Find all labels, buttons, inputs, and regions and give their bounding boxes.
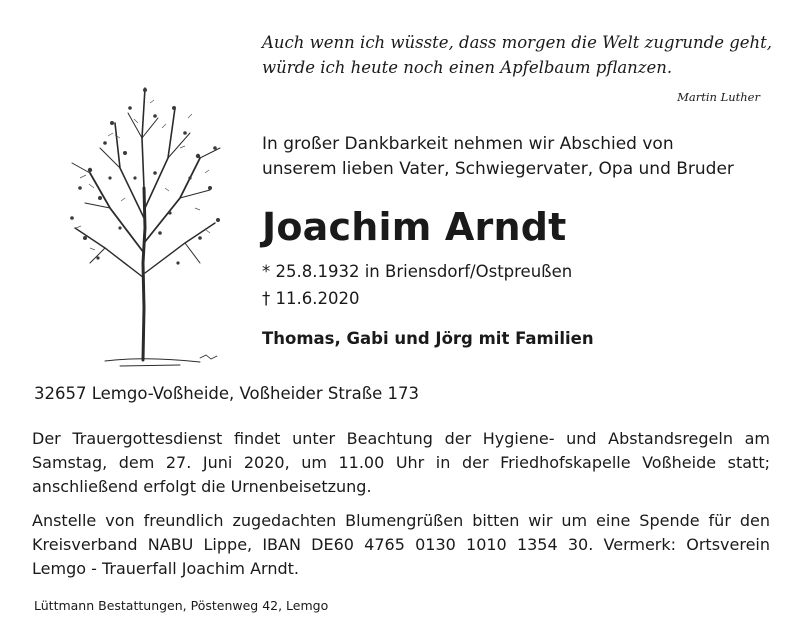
death-date: † 11.6.2020 [262, 289, 360, 308]
intro-line-1: In großer Dankbarkeit nehmen wir Abschied von [262, 134, 674, 154]
mourners: Thomas, Gabi und Jörg mit Familien [262, 329, 594, 348]
intro-line-2: unserem lieben Vater, Schwiegervater, Opa und Bruder [262, 159, 734, 179]
donation-paragraph: Anstelle von freundlich zugedachten Blumengrüßen bitten wir um eine Spende für den Kreisverband NABU Lippe, IBAN DE60 4765 0130 1010 1354 30. Vermerk: Ortsverein Lemgo - Trauerfall Joachim Arndt. [32, 511, 770, 578]
quote [262, 30, 782, 80]
life-dates [262, 258, 572, 312]
quote-line-2: würde ich heute noch einen Apfelbaum pflanzen. [262, 58, 673, 77]
apple-tree-icon [50, 78, 240, 370]
quote-author: Martin Luther [677, 90, 760, 104]
deceased-name: Joachim Arndt [262, 205, 567, 249]
service-paragraph: Der Trauergottesdienst findet unter Beachtung der Hygiene- und Abstandsregeln am Samstag, dem 27. Juni 2020, um 11.00 Uhr in der Friedhofskapelle Voßheide statt; anschließend erfolgt die Urnenbeisetzung. [32, 429, 770, 496]
quote-line-1: Auch wenn ich wüsste, dass morgen die Welt zugrunde geht, [262, 33, 773, 52]
address: 32657 Lemgo-Voßheide, Voßheider Straße 173 [34, 384, 419, 403]
intro-text [262, 132, 787, 182]
funeral-home-footer: Lüttmann Bestattungen, Pöstenweg 42, Lemgo [34, 598, 329, 613]
birth-date: * 25.8.1932 in Briensdorf/Ostpreußen [262, 262, 573, 281]
